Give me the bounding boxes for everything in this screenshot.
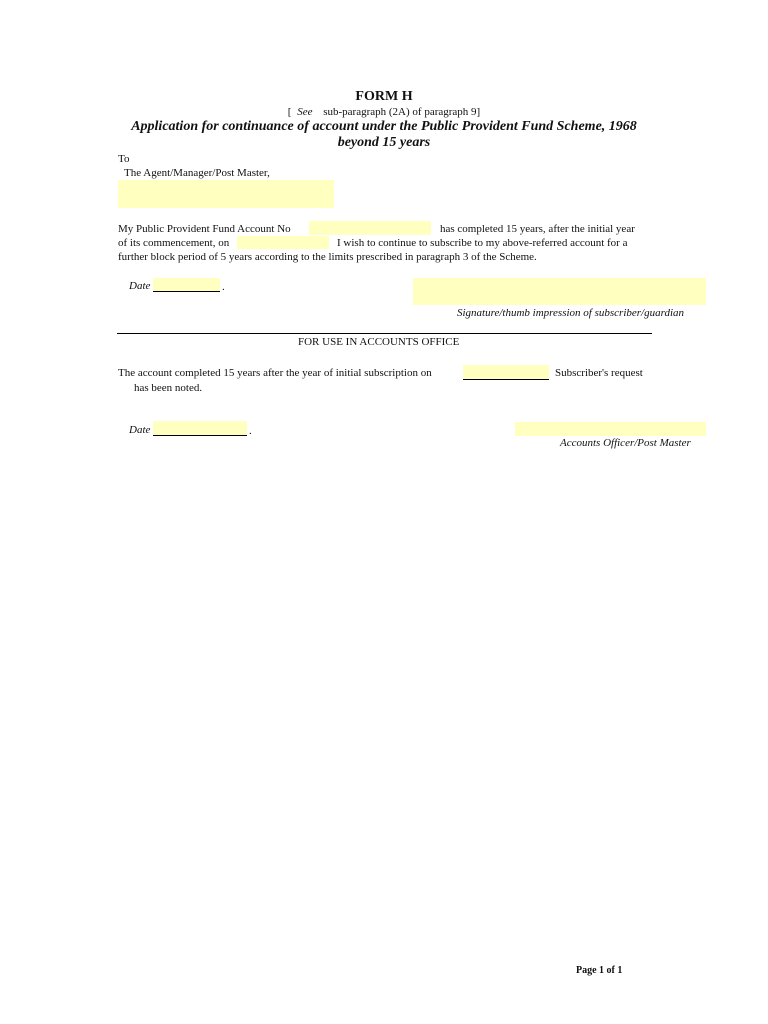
office-section-title: FOR USE IN ACCOUNTS OFFICE	[298, 336, 460, 348]
subscriber-date-suffix: .	[222, 281, 225, 293]
form-title: FORM H	[355, 89, 413, 104]
signature-label: Signature/thumb impression of subscriber/guardian	[457, 307, 685, 319]
office-date-suffix: .	[249, 425, 252, 437]
see-reference: sub-paragraph (2A) of paragraph 9]	[323, 106, 481, 118]
block-period-text: further block period of 5 years according to the limits prescribed in paragraph 3 of the Scheme.	[118, 251, 537, 263]
page-number: Page 1 of 1	[576, 965, 623, 976]
subscriber-date-label: Date	[129, 280, 151, 292]
office-date-field[interactable]	[153, 421, 247, 436]
section-divider	[117, 333, 652, 334]
subscriber-signature-field[interactable]	[413, 278, 706, 305]
application-title-line2: beyond 15 years	[337, 135, 431, 150]
subscriber-date-field[interactable]	[153, 278, 220, 292]
commencement-text-after: I wish to continue to subscribe to my above-referred account for a	[337, 237, 628, 249]
noted-text: has been noted.	[134, 382, 203, 394]
to-label: To	[118, 153, 130, 165]
application-title-line1: Application for continuance of account under the Public Provident Fund Scheme, 1968	[131, 119, 637, 134]
office-text-before: The account completed 15 years after the year of initial subscription on	[118, 367, 432, 379]
bracket-open: [	[287, 106, 292, 118]
address-field[interactable]	[118, 180, 334, 208]
see-reference-line	[0, 105, 768, 119]
commencement-text-before: of its commencement, on	[118, 237, 230, 249]
recipient-label: The Agent/Manager/Post Master,	[124, 167, 270, 179]
account-text-before: My Public Provident Fund Account No	[118, 223, 291, 235]
account-number-field[interactable]	[309, 221, 431, 235]
officer-signature-field[interactable]	[515, 422, 706, 436]
officer-label: Accounts Officer/Post Master	[560, 437, 691, 449]
office-date-label: Date	[129, 424, 151, 436]
commencement-date-field[interactable]	[237, 236, 329, 249]
see-word: See	[297, 106, 313, 118]
account-text-after: has completed 15 years, after the initial year	[440, 223, 635, 235]
completion-date-field[interactable]	[463, 365, 549, 380]
office-text-after: Subscriber's request	[555, 367, 643, 379]
